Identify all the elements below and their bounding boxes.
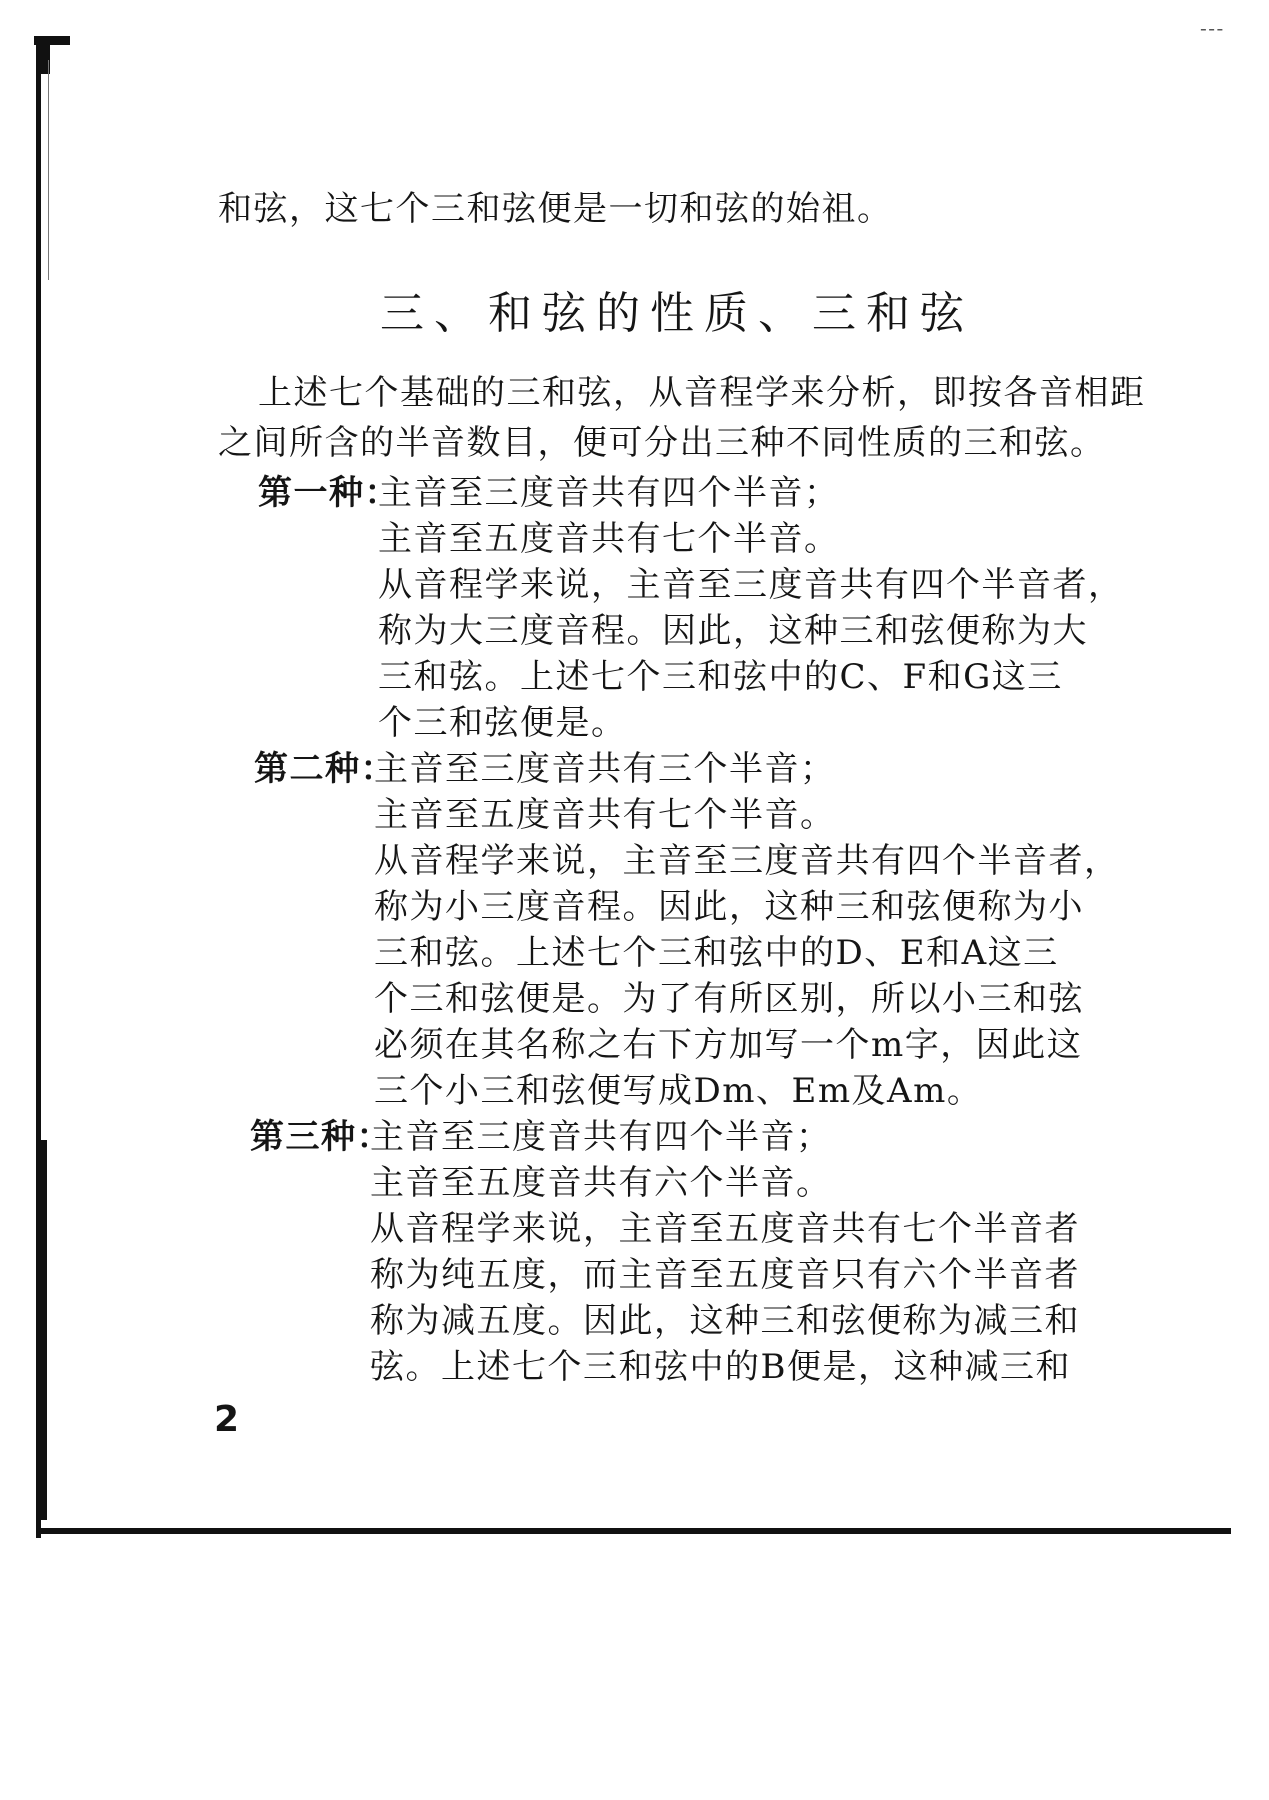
continuation-line: 和弦，这七个三和弦便是一切和弦的始祖。 [218, 189, 893, 229]
type-2-line-5: 三和弦。上述七个三和弦中的D、E和A这三 [374, 933, 1059, 973]
type-3-line-2: 主音至五度音共有六个半音。 [370, 1163, 832, 1203]
type-3-label: 第三种： [250, 1117, 392, 1157]
type-3-line-6: 弦。上述七个三和弦中的B便是，这种减三和 [370, 1347, 1071, 1387]
type-2-label: 第二种： [254, 749, 396, 789]
intro-line-2: 之间所含的半音数目，便可分出三种不同性质的三和弦。 [218, 423, 1106, 463]
page-number: 2 [214, 1399, 240, 1440]
type-2-line-3: 从音程学来说，主音至三度音共有四个半音者， [374, 841, 1120, 881]
type-2-line-6: 个三和弦便是。为了有所区别，所以小三和弦 [374, 979, 1084, 1019]
type-1-line-4: 称为大三度音程。因此，这种三和弦便称为大 [378, 611, 1088, 651]
type-2-line-7: 必须在其名称之右下方加写一个m字，因此这 [374, 1025, 1083, 1065]
header-dashes: --- [1200, 16, 1225, 40]
type-3-line-3: 从音程学来说，主音至五度音共有七个半音者 [370, 1209, 1080, 1249]
type-3-line-4: 称为纯五度，而主音至五度音只有六个半音者 [370, 1255, 1080, 1295]
scan-spine-bold-segment [38, 1140, 47, 1520]
type-1-line-3: 从音程学来说，主音至三度音共有四个半音者， [378, 565, 1124, 605]
type-2-line-8: 三个小三和弦便写成Dm、Em及Am。 [374, 1071, 983, 1111]
type-1-line-1: 主音至三度音共有四个半音； [378, 473, 840, 513]
scan-inner-left-line [48, 60, 49, 280]
type-2-line-4: 称为小三度音程。因此，这种三和弦便称为小 [374, 887, 1084, 927]
section-title: 三、和弦的性质、三和弦 [380, 288, 974, 339]
intro-line-1: 上述七个基础的三和弦，从音程学来分析，即按各音相距 [258, 373, 1146, 413]
type-1-line-2: 主音至五度音共有七个半音。 [378, 519, 840, 559]
type-3-line-5: 称为减五度。因此，这种三和弦便称为减三和 [370, 1301, 1080, 1341]
type-1-line-5: 三和弦。上述七个三和弦中的C、F和G这三 [378, 657, 1063, 697]
type-2-line-1: 主音至三度音共有三个半音； [374, 749, 836, 789]
type-2-line-2: 主音至五度音共有七个半音。 [374, 795, 836, 835]
type-3-line-1: 主音至三度音共有四个半音； [370, 1117, 832, 1157]
type-1-line-6: 个三和弦便是。 [378, 703, 627, 743]
scan-bottom-border [36, 1528, 1231, 1534]
type-1-label: 第一种： [258, 473, 400, 513]
